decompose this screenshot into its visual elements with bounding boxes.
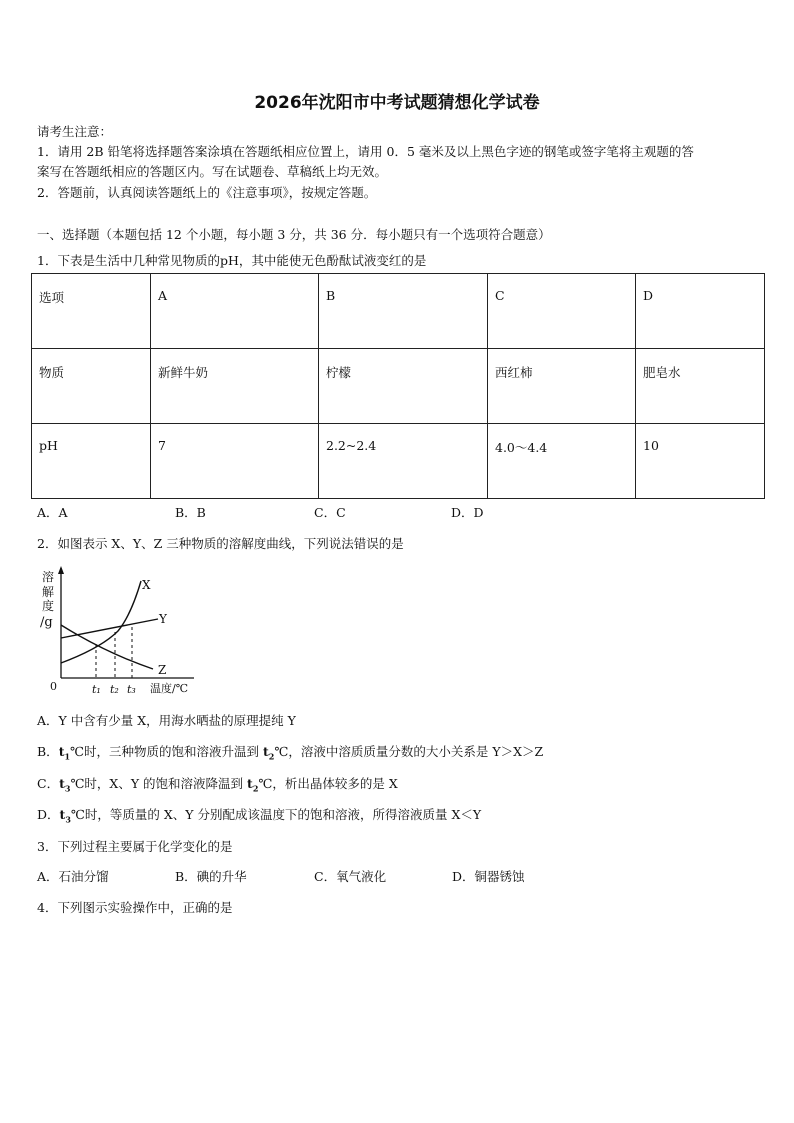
q2-option-c[interactable] bbox=[37, 774, 398, 794]
option-text: ℃时，三种物质的饱和溶液升温到 bbox=[70, 744, 264, 759]
option-text: C． bbox=[37, 776, 60, 791]
table-cell: A bbox=[151, 274, 319, 349]
table-row bbox=[32, 274, 765, 349]
q1-option-b[interactable]: B．B bbox=[175, 505, 206, 520]
notice-item-2: 2．答题前，认真阅读答题纸上的《注意事项》，按规定答题。 bbox=[37, 185, 377, 200]
table-row bbox=[32, 424, 765, 499]
table-cell: 7 bbox=[151, 424, 319, 499]
option-text: 3 bbox=[65, 814, 71, 825]
solubility-curve-diagram bbox=[36, 565, 206, 700]
curve-label-x: X bbox=[142, 578, 151, 592]
q2-option-b[interactable] bbox=[37, 742, 543, 762]
q3-option-d[interactable]: D．铜器锈蚀 bbox=[452, 869, 525, 884]
tick-label-t3: t₃ bbox=[127, 683, 136, 696]
table-cell: D bbox=[636, 274, 765, 349]
question-3-stem: 3．下列过程主要属于化学变化的是 bbox=[37, 839, 233, 854]
option-text: t bbox=[59, 807, 66, 822]
table-cell: 肥皂水 bbox=[636, 349, 765, 424]
y-axis-label-char: 溶 bbox=[42, 570, 55, 584]
table-cell: 西红柿 bbox=[488, 349, 636, 424]
q1-option-d[interactable]: D．D bbox=[451, 505, 484, 520]
option-text: 2 bbox=[252, 783, 259, 794]
option-text: D． bbox=[37, 807, 60, 822]
notice-item-1-line-2: 案写在答题纸相应的答题区内。写在试题卷、草稿纸上均无效。 bbox=[37, 164, 388, 179]
table-cell: 柠檬 bbox=[319, 349, 488, 424]
option-text: t bbox=[58, 744, 65, 759]
curve-y bbox=[61, 619, 158, 638]
option-text: ℃时，等质量的 X、Y 分别配成该温度下的饱和溶液，所得溶液质量 X＜Y bbox=[70, 807, 482, 822]
option-text: t bbox=[59, 776, 65, 791]
table-cell: pH bbox=[32, 424, 151, 499]
option-text: 2 bbox=[268, 751, 275, 762]
table-cell: 选项 bbox=[32, 274, 151, 349]
page-title: 2026年沈阳市中考试题猜想化学试卷 bbox=[254, 93, 540, 113]
curve-label-y: Y bbox=[159, 612, 167, 626]
table-cell: 2.2~2.4 bbox=[319, 424, 488, 499]
q1-option-a[interactable]: A．A bbox=[37, 505, 68, 520]
table-row bbox=[32, 349, 765, 424]
y-axis-label-char: 解 bbox=[42, 585, 55, 599]
q1-option-c[interactable]: C．C bbox=[314, 505, 346, 520]
notice-heading: 请考生注意： bbox=[37, 124, 113, 139]
y-axis-arrow bbox=[58, 566, 64, 574]
option-text: ℃，溶液中溶质质量分数的大小关系是 Y＞X＞Z bbox=[274, 744, 544, 759]
section-heading: 一、选择题（本题包括 12 个小题，每小题 3 分，共 36 分．每小题只有一个选项符合题意） bbox=[37, 227, 551, 242]
table-cell: 10 bbox=[636, 424, 765, 499]
origin-label: 0 bbox=[50, 680, 57, 693]
curve-label-z: Z bbox=[158, 663, 167, 677]
tick-label-t2: t₂ bbox=[110, 683, 119, 696]
table-cell: B bbox=[319, 274, 488, 349]
q2-option-a[interactable]: A．Y 中含有少量 X，用海水晒盐的原理提纯 Y bbox=[37, 713, 296, 728]
q2-option-d[interactable] bbox=[37, 805, 481, 825]
option-text: t bbox=[263, 744, 269, 759]
x-axis-label: 温度/℃ bbox=[150, 682, 189, 695]
q3-option-b[interactable]: B．碘的升华 bbox=[175, 869, 247, 884]
question-4-stem: 4．下列图示实验操作中，正确的是 bbox=[37, 900, 233, 915]
table-cell: 物质 bbox=[32, 349, 151, 424]
y-axis-label-char: 度 bbox=[42, 599, 55, 613]
table-cell: C bbox=[488, 274, 636, 349]
option-text: ℃，析出晶体较多的是 X bbox=[258, 776, 398, 791]
table-cell: 新鲜牛奶 bbox=[151, 349, 319, 424]
table-cell: 4.0～4.4 bbox=[488, 424, 636, 499]
tick-label-t1: t₁ bbox=[92, 683, 101, 696]
curve-x bbox=[61, 581, 141, 663]
option-text: t bbox=[247, 776, 253, 791]
notice-item-1-line-1: 1．请用 2B 铅笔将选择题答案涂填在答题纸相应位置上，请用 0．5 毫米及以上黑色字迹的钢笔或签字笔将主观题的答 bbox=[37, 144, 694, 159]
option-text: B． bbox=[37, 744, 59, 759]
question-2-stem: 2．如图表示 X、Y、Z 三种物质的溶解度曲线，下列说法错误的是 bbox=[37, 536, 404, 551]
q3-option-c[interactable]: C．氧气液化 bbox=[314, 869, 387, 884]
curve-z bbox=[61, 625, 153, 669]
y-axis-label-char: /g bbox=[40, 615, 53, 630]
option-text: ℃时，X、Y 的饱和溶液降温到 bbox=[70, 776, 248, 791]
option-text: 1 bbox=[64, 751, 71, 762]
question-1-stem: 1．下表是生活中几种常见物质的pH，其中能使无色酚酞试液变红的是 bbox=[37, 253, 427, 268]
q3-option-a[interactable]: A．石油分馏 bbox=[37, 869, 109, 884]
option-text: 3 bbox=[64, 783, 71, 794]
ph-table bbox=[31, 273, 765, 499]
